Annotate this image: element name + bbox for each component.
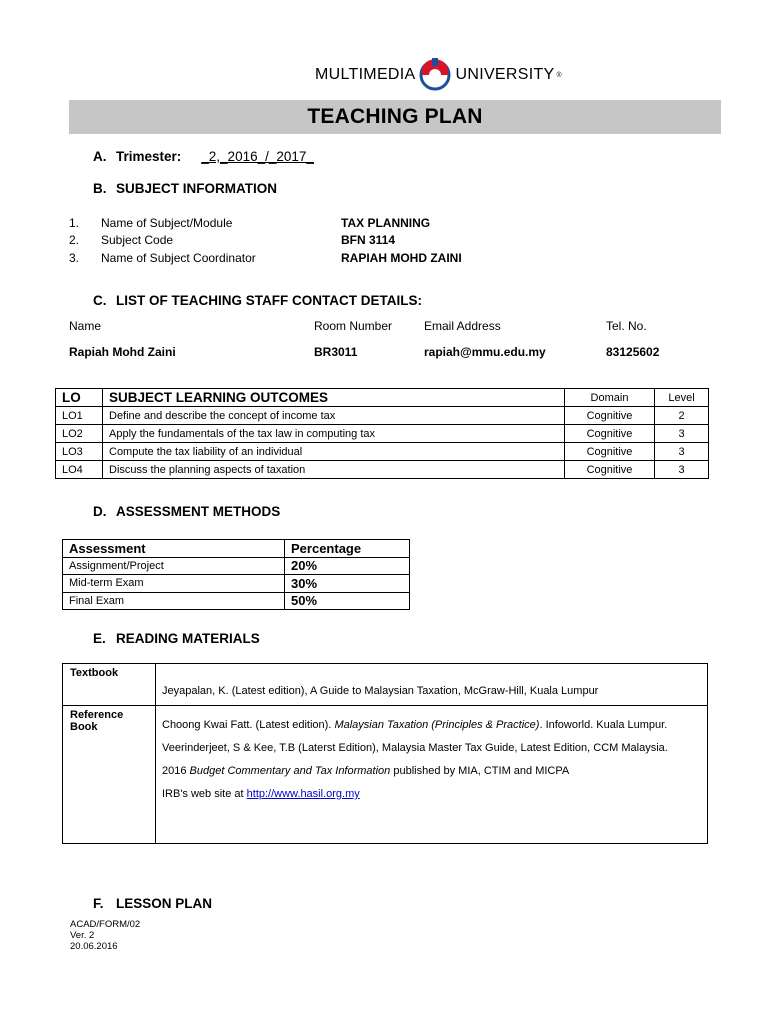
assessment-name: Final Exam	[63, 592, 285, 610]
reference-text: . Infoworld. Kuala Lumpur.	[539, 719, 668, 731]
lo-level: 2	[655, 407, 709, 425]
trimester-value: _2,_2016_/_2017_	[201, 149, 314, 164]
lo-code: LO2	[56, 425, 103, 443]
col-percentage: Percentage	[285, 540, 410, 558]
form-date: 20.06.2016	[70, 941, 118, 952]
staff-name: Rapiah Mohd Zaini	[69, 345, 176, 359]
col-lo: LO	[56, 389, 103, 407]
table-row	[56, 425, 709, 443]
col-assessment: Assessment	[63, 540, 285, 558]
table-row	[56, 461, 709, 479]
reference-entry	[162, 788, 701, 801]
info-number: 3.	[69, 250, 80, 265]
lo-outcome: Discuss the planning aspects of taxation	[103, 461, 565, 479]
info-row	[69, 214, 569, 232]
lo-level: 3	[655, 461, 709, 479]
info-label: Name of Subject Coordinator	[101, 250, 256, 265]
reading-heading	[93, 631, 260, 646]
section-title: LIST OF TEACHING STAFF CONTACT DETAILS:	[116, 293, 422, 308]
assessment-percentage: 30%	[285, 575, 410, 593]
section-title: ASSESSMENT METHODS	[116, 504, 281, 519]
table-row	[63, 592, 410, 610]
logo-emblem-icon	[418, 58, 452, 92]
col-level: Level	[655, 389, 709, 407]
section-letter-f: F.	[93, 896, 104, 911]
subject-info-list	[69, 214, 569, 267]
table-header-row	[63, 540, 410, 558]
assessment-table	[62, 539, 410, 610]
info-row	[69, 249, 569, 267]
table-row	[56, 407, 709, 425]
lo-level: 3	[655, 443, 709, 461]
info-row	[69, 232, 569, 250]
staff-heading	[93, 293, 422, 308]
info-value: TAX PLANNING	[341, 215, 431, 230]
lo-domain: Cognitive	[565, 425, 655, 443]
lo-code: LO1	[56, 407, 103, 425]
staff-col-email: Email Address	[424, 319, 501, 333]
staff-tel: 83125602	[606, 345, 660, 359]
info-value: RAPIAH MOHD ZAINI	[341, 250, 462, 265]
irb-website-link[interactable]: http://www.hasil.org.my	[246, 788, 360, 800]
textbook-entry: Jeyapalan, K. (Latest edition), A Guide to Malaysian Taxation, McGraw-Hill, Kuala Lumpur	[162, 685, 599, 697]
logo-text-left: MULTIMEDIA	[315, 66, 416, 83]
logo-registered-mark: ®	[556, 71, 562, 79]
reference-entry	[162, 765, 701, 778]
reference-text: Choong Kwai Fatt. (Latest edition).	[162, 719, 335, 731]
section-letter-b: B.	[93, 181, 107, 196]
section-title: READING MATERIALS	[116, 631, 260, 646]
assessment-name: Assignment/Project	[63, 557, 285, 575]
info-value: BFN 3114	[341, 233, 396, 248]
lo-level: 3	[655, 425, 709, 443]
lo-domain: Cognitive	[565, 461, 655, 479]
reference-text: IRB's web site at	[162, 788, 247, 800]
info-number: 1.	[69, 215, 80, 230]
textbook-row	[63, 664, 708, 706]
staff-email: rapiah@mmu.edu.my	[424, 345, 546, 359]
title-bar	[69, 100, 721, 134]
reading-materials-table	[62, 663, 708, 844]
staff-col-tel: Tel. No.	[606, 319, 647, 333]
textbook-label: Textbook	[63, 664, 156, 706]
table-row	[63, 557, 410, 575]
section-letter-d: D.	[93, 504, 107, 519]
trimester-row	[93, 149, 314, 164]
section-letter-e: E.	[93, 631, 106, 646]
reference-title: Malaysian Taxation (Principles & Practice)	[334, 719, 540, 731]
textbook-cell	[156, 664, 708, 706]
lo-code: LO4	[56, 461, 103, 479]
table-header-row	[56, 389, 709, 407]
info-label: Subject Code	[101, 233, 174, 248]
reference-entry	[162, 719, 701, 732]
assessment-percentage: 20%	[285, 557, 410, 575]
lo-outcome: Define and describe the concept of income tax	[103, 407, 565, 425]
table-row	[63, 575, 410, 593]
reference-cell	[156, 706, 708, 844]
learning-outcomes-table	[55, 388, 709, 479]
reference-entry: Veerinderjeet, S & Kee, T.B (Laterst Edition), Malaysia Master Tax Guide, Latest Edition, CCM Malaysia.	[162, 742, 668, 754]
lo-domain: Cognitive	[565, 407, 655, 425]
lo-code: LO3	[56, 443, 103, 461]
form-code: ACAD/FORM/02	[70, 919, 141, 930]
university-logo	[315, 58, 562, 92]
lo-outcome: Apply the fundamentals of the tax law in computing tax	[103, 425, 565, 443]
assessment-name: Mid-term Exam	[63, 575, 285, 593]
reference-text: 2016	[162, 765, 190, 777]
info-label: Name of Subject/Module	[101, 215, 233, 230]
staff-room: BR3011	[314, 345, 358, 359]
form-version: Ver. 2	[70, 930, 95, 941]
subject-info-heading	[93, 181, 277, 196]
logo-text-right: UNIVERSITY	[455, 66, 555, 83]
assessment-heading	[93, 504, 280, 519]
reference-row	[63, 706, 708, 844]
page-title: TEACHING PLAN	[307, 105, 483, 128]
lo-outcome: Compute the tax liability of an individual	[103, 443, 565, 461]
reference-label: Reference Book	[63, 706, 156, 844]
reference-text: published by MIA, CTIM and MICPA	[390, 765, 570, 777]
table-row	[56, 443, 709, 461]
lesson-plan-heading	[93, 896, 212, 911]
section-letter-a: A.	[93, 149, 107, 164]
reference-title: Budget Commentary and Tax Information	[189, 765, 391, 777]
col-outcomes: SUBJECT LEARNING OUTCOMES	[103, 389, 565, 407]
staff-col-name: Name	[69, 319, 102, 333]
staff-col-room: Room Number	[314, 319, 393, 333]
info-number: 2.	[69, 233, 80, 248]
col-domain: Domain	[565, 389, 655, 407]
section-title: LESSON PLAN	[116, 896, 213, 911]
section-letter-c: C.	[93, 293, 107, 308]
assessment-percentage: 50%	[285, 592, 410, 610]
form-footer	[70, 919, 140, 952]
lo-domain: Cognitive	[565, 443, 655, 461]
section-title: SUBJECT INFORMATION	[116, 181, 277, 196]
trimester-label: Trimester:	[116, 149, 182, 164]
